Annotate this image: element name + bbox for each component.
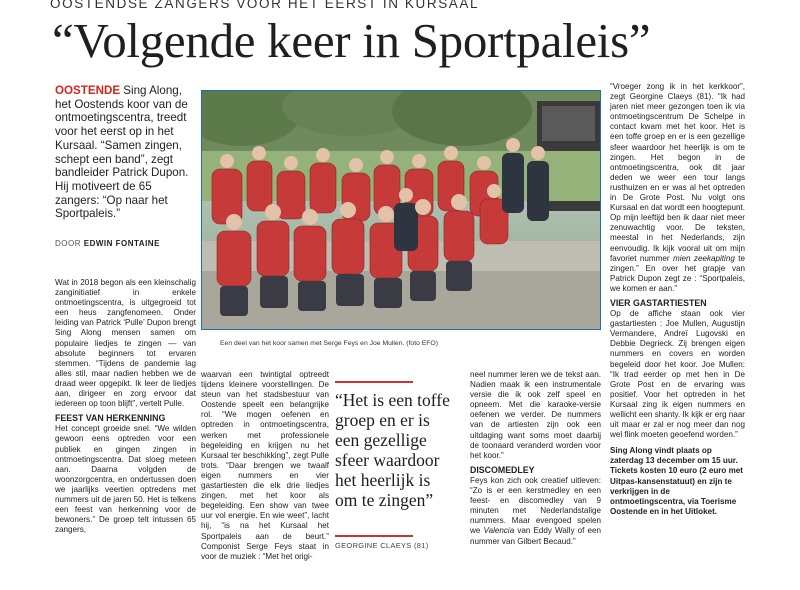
pull-quote: “Het is een toffe groep en er is een gezellige sfeer waardoor het heerlijk is om te zingen” [335, 390, 450, 510]
column-3 [470, 370, 601, 547]
headline: “Volgende keer in Sportpaleis” [52, 13, 651, 68]
quote-rule-bottom [335, 535, 413, 537]
kicker: OOSTENDSE ZANGERS VOOR HET EERST IN KURSAAL [50, 0, 480, 11]
subheading-gastartiesten: VIER GASTARTIESTEN [610, 297, 707, 308]
subheading-feest: FEEST VAN HERKENNING [55, 413, 166, 424]
column-2 [201, 370, 329, 562]
col1-paragraph: Wat in 2018 begon als een kleinschalig zanginitiatief in enkele ontmoetingscentra, is uitgegroeid tot een heus zangfenomeen. Onder leiding van Patrick ‘Pulle’ Dupon brengt Sing Along mensen samen om populaire liedjes te zingen — van absolute beginners tot ervaren stemmen. “Tijdens de pandemie lag alles stil, maar nadien hebben we de draad weer opgepikt. Ik leer de liedjes aan, dirigeer en zorg ervoor dat iedereen op toon blijft”, vertelt Pulle. [55, 278, 196, 409]
col4-text-a: “Vroeger zong ik in het kerkkoor”, zegt Georgine Claeys (81). “Ik had jaren niet meer gezongen toen ik via ontmoetingscentrum De Schelpe in contact kwam met het koor. Het is een toffe groep en er is een gezellige sfeer waardoor het heerlijk is om te zingen. Het begon in de ontmoetingscentra, ook dit jaar deden we weer een tour langs rusthuizen en er was al het optreden in De Grote Post. Nu volgt ons Kursaal en dat wordt een hoogtepunt. Op mijn leeftijd ben ik daar niet meer zenuwachtig voor. De teksten, meestal in het Nederlands, zijn eenvoudig. Ik kijk vooral uit om mijn favoriet nummer [610, 82, 745, 263]
event-info: Sing Along vindt plaats op zaterdag 13 december om 15 uur. Tickets kosten 10 euro (2 euro met Uitpas-kansenstatuut) en zijn te verkrijgen in de ontmoetingscentra, via Toerisme Oostende en in het Uitloket. [610, 446, 743, 516]
lead-text: Sing Along, het Oostends koor van de ontmoetingscentra, treedt voor het eerst op in het Kursaal. “Samen zingen, schept een band”, zegt bandleider Patrick Dupon. Hij motiveert de 65 zangers: “Op naar het Sportpaleis.” [55, 84, 189, 221]
col2-paragraph: waarvan een twintigtal optreedt tijdens kleinere voorstellingen. De steun van het stadsbestuur van Oostende speelt een belangrijke rol. “We mogen oefenen en optreden in ontmoetingscentra, werken met professionele begeleiding en krijgen nu het Kursaal ter beschikking”, zegt Pulle trots. “Daar brengen we twaalf eigen nummers en vier gastartiesten die elk drie liedjes zingen, met het koor als begeleiding. Een show van twee uur vol energie. En wie weet”, lacht hij, “is na het Kursaal het Sportpaleis aan de beurt.” Componist Serge Feys staat in voor de muziek : “Met het origi- [201, 370, 329, 561]
subheading-discomedley: DISCOMEDLEY [470, 464, 535, 475]
choir-photo [201, 90, 601, 330]
byline-label: DOOR [55, 239, 81, 248]
dateline: OOSTENDE [55, 84, 121, 97]
col4-text-b: te zingen.” En over het grapje van Patrick Dupon zegt ze : “Sportpaleis, we komen er aan.” [610, 253, 745, 293]
byline-author: EDWIN FONTAINE [83, 239, 160, 248]
byline [55, 239, 160, 248]
pull-quote-author: GEORGINE CLAEYS (81) [335, 541, 429, 550]
photo-caption: Een deel van het koor samen met Serge Feys en Joe Mullen. (foto EFO) [220, 340, 438, 347]
col1-paragraph-2: Het concept groeide snel. “We wilden gewoon eens optreden voor een publiek en gingen zingen in ontmoetingscentra. Dat sloeg meteen aan. Daarna volgden de woonzorgcentra, en ondertussen doen we jaarlijks veertien optredens met nummers uit de jaren 50. Het is telkens een feest van herkenning voor de bewoners.” De groep telt intussen 65 zangers, [55, 424, 196, 535]
lead-paragraph [55, 84, 195, 221]
col3-paragraph-2 [470, 476, 601, 547]
col3-text-b: van Eddy Wally of een nummer van Gilbert Becaud.” [470, 526, 601, 546]
column-1 [55, 278, 196, 535]
choir-photo-illustration [202, 91, 600, 329]
col4-paragraph-2: Op de affiche staan ook vier gastartiesten : Joe Mullen, Augustijn Vermandere, Andreï Lugovski en Debbie Degrieck. Zij brengen eigen nummers en covers en worden begeleid door het koor. Joe Mullen: “Ik trad eerder op met hen in De Grote Post en de ervaring was positief. Voor het optreden in het Kursaal zing ik eigen nummers en wellicht een shanty. Ik kijk er erg naar uit maar er zal er nog meer dan nog wel flink moeten geoefend worden.” [610, 309, 745, 440]
col4-italic-song: mien zeekapiting [672, 253, 735, 263]
col4-paragraph [610, 82, 745, 294]
col3-paragraph: neel nummer leren we de tekst aan. Nadien maak ik een instrumentale versie die ik ook zelf speel en opneem. Met die karaoke-versie oefenen we verder. De nummers van de artiesten zijn ook een uitdaging want soms moet daarbij de toonaard veranderd worden voor het koor.” [470, 370, 601, 460]
quote-rule-top [335, 381, 413, 383]
col3-italic-title: Valencia [483, 526, 515, 536]
col3-text-a: Feys kon zich ook creatief uitleven: “Zo is er een kerstmedley en een feest- en discomedley van 9 minuten met Nederlandstalige nummers. Maar evengoed spelen we [470, 475, 601, 536]
column-4 [610, 82, 745, 517]
